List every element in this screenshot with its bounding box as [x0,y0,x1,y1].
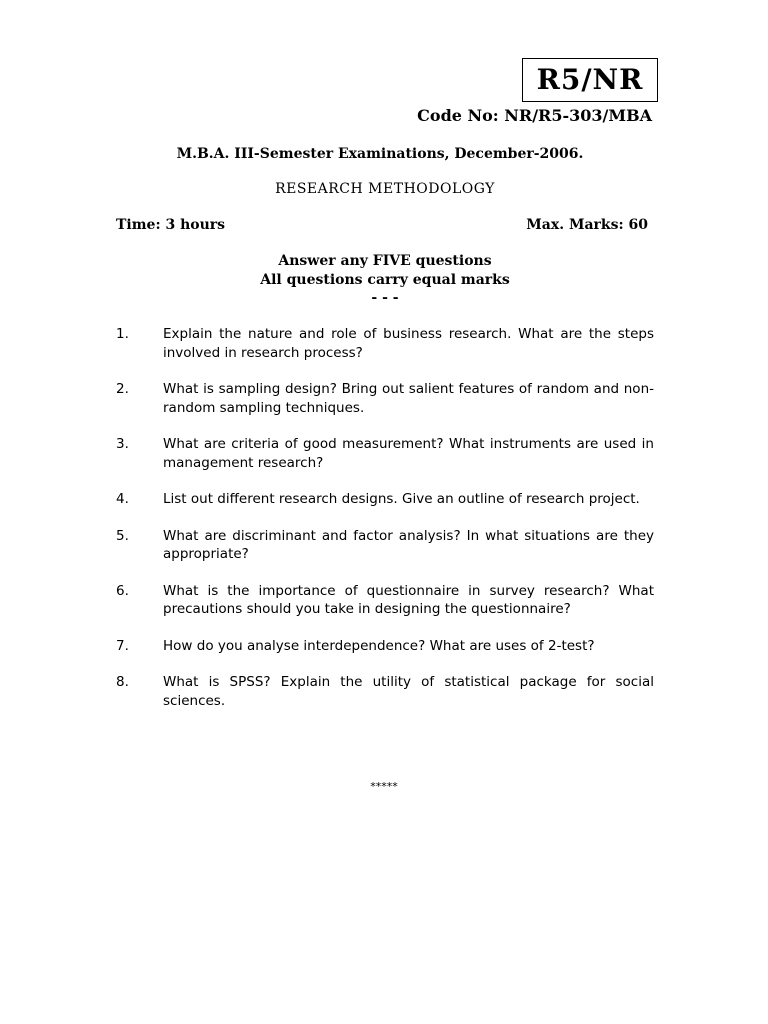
question-text: What are discriminant and factor analysis? In what situations are they appropriate? [163,527,654,562]
question-text: What are criteria of good measurement? What instruments are used in management research? [163,436,654,471]
exam-title: M.B.A. III-Semester Examinations, December-2006. [176,146,584,162]
question-text: What is SPSS? Explain the utility of statistical package for social sciences. [163,674,654,709]
question-number: 6. [116,582,129,599]
instruction-separator: - - - [371,290,399,306]
instruction-answer-five: Answer any FIVE questions [278,253,492,269]
question-item [116,527,654,564]
question-list [116,325,654,728]
question-text: List out different research designs. Give an outline of research project. [163,491,640,507]
question-text: What is sampling design? Bring out salient features of random and non-random sampling techniques. [163,381,654,416]
paper-code-box: R5/NR [522,58,658,102]
question-number: 4. [116,491,129,507]
question-number: 5. [116,527,129,544]
question-item [116,380,654,417]
question-text: How do you analyse interdependence? What are uses of 2-test? [163,637,595,654]
question-number: 2. [116,381,129,397]
question-text: Explain the nature and role of business research. What are the steps involved in research process? [163,326,654,361]
time-marks-row [116,216,648,235]
instruction-equal-marks: All questions carry equal marks [260,272,510,288]
question-item [116,582,654,619]
question-number: 7. [116,637,129,654]
question-item [116,490,654,509]
question-number: 8. [116,674,129,690]
subject-title: RESEARCH METHODOLOGY [275,181,495,197]
question-number: 3. [116,436,129,452]
code-number: Code No: NR/R5-303/MBA [417,106,652,125]
question-item [116,435,654,472]
question-number: 1. [116,326,129,342]
question-text: What is the importance of questionnaire in survey research? What precautions should you take in designing the questionnaire? [163,582,654,617]
question-item [116,673,654,710]
question-item [116,637,654,656]
question-item [116,325,654,362]
end-marker: ***** [370,780,398,793]
max-marks-label: Max. Marks: 60 [526,217,648,233]
time-label: Time: 3 hours [116,217,226,233]
